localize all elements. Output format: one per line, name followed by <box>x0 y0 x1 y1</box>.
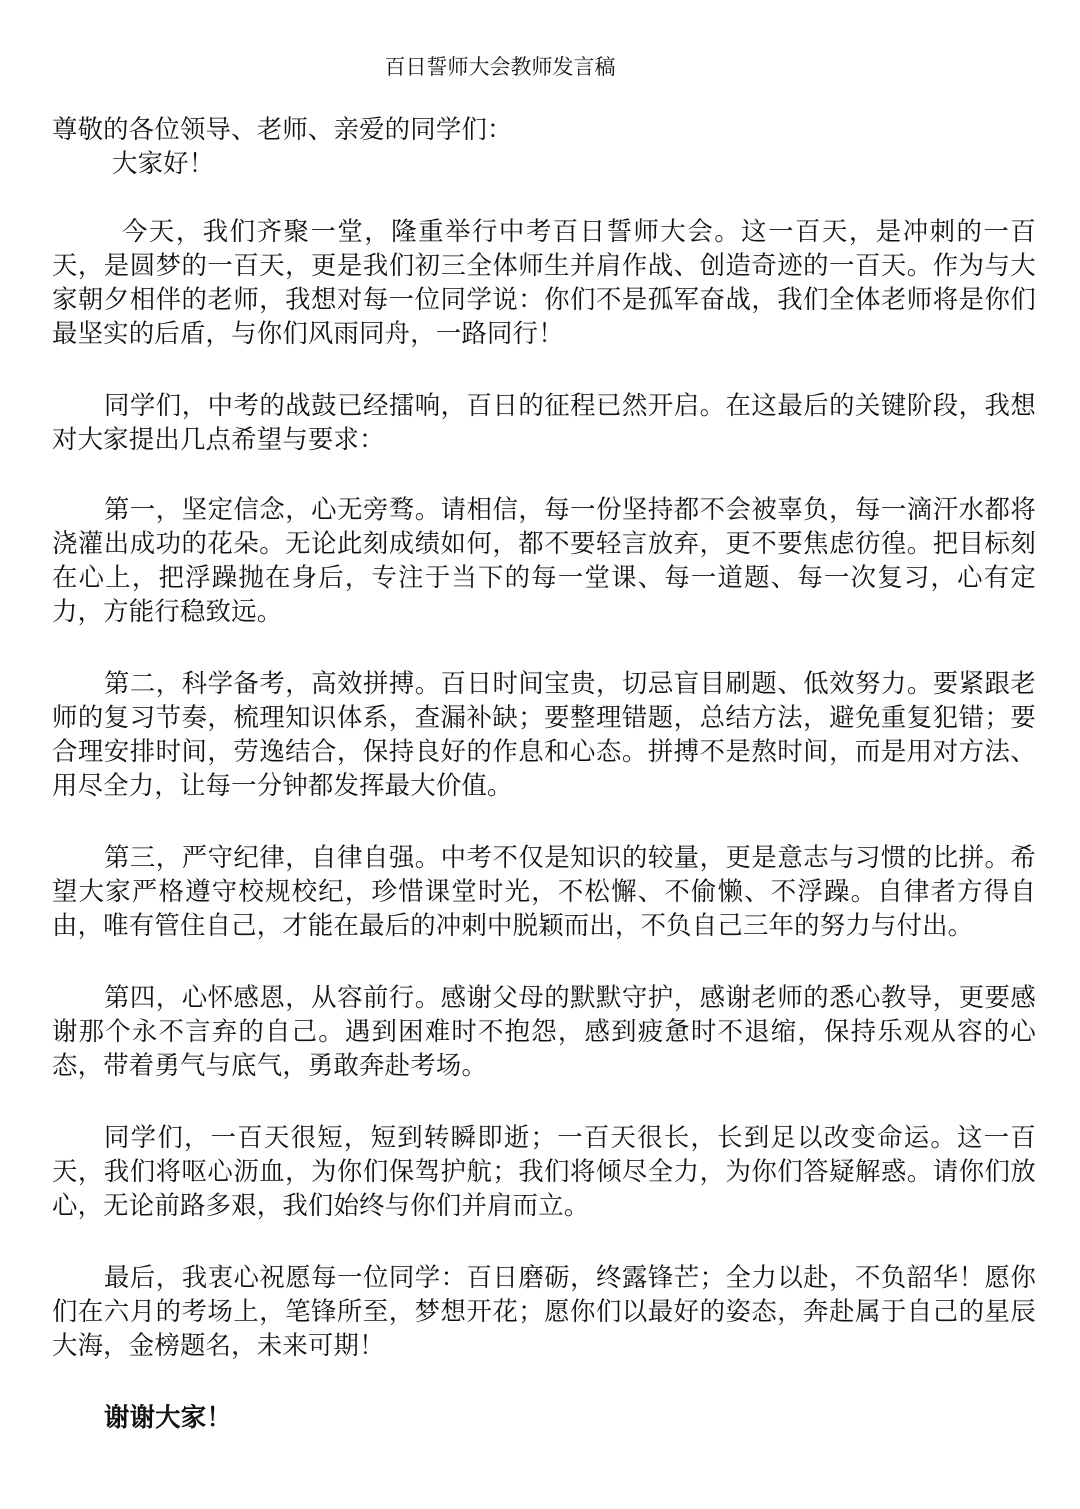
paragraph-commitment: 同学们，一百天很短，短到转瞬即逝；一百天很长，长到足以改变命运。这一百天，我们将呕心沥血，为你们保驾护航；我们将倾尽全力，为你们答疑解惑。请你们放心，无论前路多艰，我们始终与你们并肩而立。 <box>52 1122 1036 1220</box>
paragraph-point-one: 第一，坚定信念，心无旁骛。请相信，每一份坚持都不会被辜负，每一滴汗水都将浇灌出成功的花朵。无论此刻成绩如何，都不要轻言放弃，更不要焦虑彷徨。把目标刻在心上，把浮躁抛在身后，专注于当下的每一堂课、每一道题、每一次复习，心有定力，方能行稳致远。 <box>52 494 1036 626</box>
document-title: 百日誓师大会教师发言稿 <box>384 55 616 79</box>
salutation: 尊敬的各位领导、老师、亲爱的同学们： <box>52 114 513 144</box>
paragraph-opening: 今天，我们齐聚一堂，隆重举行中考百日誓师大会。这一百天，是冲刺的一百天，是圆梦的一百天，更是我们初三全体师生并肩作战、创造奇迹的一百天。作为与大家朝夕相伴的老师，我想对每一位同学说：你们不是孤军奋战，我们全体老师将是你们最坚实的后盾，与你们风雨同舟，一路同行！ <box>52 216 1036 348</box>
paragraph-requirements-intro: 同学们，中考的战鼓已经擂响，百日的征程已然开启。在这最后的关键阶段，我想对大家提出几点希望与要求： <box>52 390 1036 454</box>
greeting: 大家好！ <box>112 148 215 178</box>
paragraph-point-four: 第四，心怀感恩，从容前行。感谢父母的默默守护，感谢老师的悉心教导，更要感谢那个永不言弃的自己。遇到困难时不抱怨，感到疲惫时不退缩，保持乐观从容的心态，带着勇气与底气，勇敢奔赴考场。 <box>52 982 1036 1080</box>
paragraph-point-three: 第三，严守纪律，自律自强。中考不仅是知识的较量，更是意志与习惯的比拼。希望大家严格遵守校规校纪，珍惜课堂时光，不松懈、不偷懒、不浮躁。自律者方得自由，唯有管住自己，才能在最后的冲刺中脱颖而出，不负自己三年的努力与付出。 <box>52 842 1036 940</box>
paragraph-point-two: 第二，科学备考，高效拼搏。百日时间宝贵，切忌盲目刷题、低效努力。要紧跟老师的复习节奏，梳理知识体系，查漏补缺；要整理错题，总结方法，避免重复犯错；要合理安排时间，劳逸结合，保持良好的作息和心态。拼搏不是熬时间，而是用对方法、用尽全力，让每一分钟都发挥最大价值。 <box>52 668 1036 800</box>
paragraph-wishes: 最后，我衷心祝愿每一位同学：百日磨砺，终露锋芒；全力以赴，不负韶华！愿你们在六月的考场上，笔锋所至，梦想开花；愿你们以最好的姿态，奔赴属于自己的星辰大海，金榜题名，未来可期！ <box>52 1262 1036 1360</box>
closing-thanks: 谢谢大家！ <box>104 1402 232 1432</box>
